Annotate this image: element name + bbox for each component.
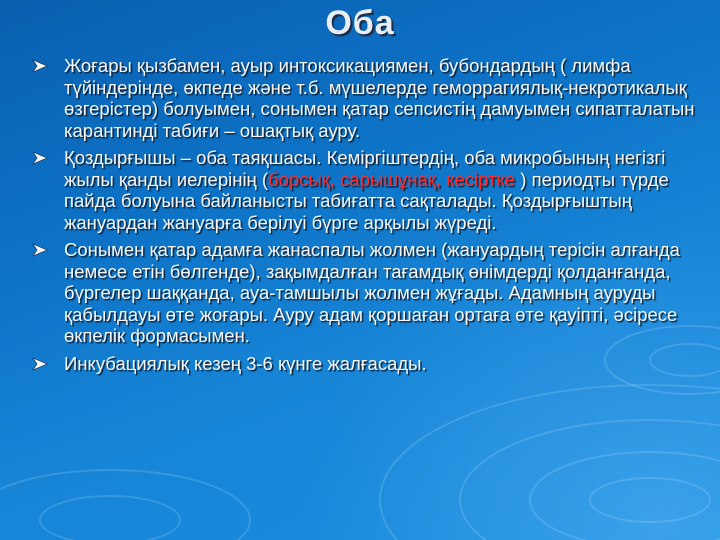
bullet-text: Жоғары қызбамен, ауыр интоксикациямен, бубондардың ( лимфа түйіндерінде, өкпеде және т.б. мүшелерде геморрагиялық-некротикалық өзгерістер) болуымен, сонымен қатар сепсистің дамуымен сипатталатын карантинді табиғи – ошақтық ауру. <box>64 55 695 141</box>
arrowhead-bullet-icon <box>32 357 48 371</box>
arrowhead-bullet-icon <box>32 243 48 257</box>
bullet-item <box>32 55 702 141</box>
bullet-item <box>32 147 702 233</box>
bullet-item <box>32 353 702 375</box>
bullet-item <box>32 239 702 347</box>
bullet-text: Инкубациялық кезең 3-6 күнге жалғасады. <box>64 352 427 374</box>
highlighted-animal-names: борсық, сарышұнақ, кесіртке <box>268 168 516 190</box>
bullet-list <box>32 55 702 380</box>
slide-title: Оба <box>325 4 395 42</box>
arrowhead-bullet-icon <box>32 151 48 165</box>
bullet-text: Сонымен қатар адамға жанаспалы жолмен (жануардың терісін алғанда немесе етін бөлгенде), зақымдалған тағамдық өнімдерді қолданғанда, бүргелер шаққанда, ауа-тамшылы жолмен жұғады. Адамның ауруды қабылдауы өте жоғары. Ауру адам қоршаған ортаға өте қауіпті, әсіресе өкпелік формасымен. <box>64 239 680 346</box>
bullet-text: Қоздырғышы – оба таяқшасы. Кеміргіштердің, оба микробының негізгі жылы қанды иелерінің ( <box>64 147 666 190</box>
bullet-text: ) периодты түрде пайда болуына байланысты табиғатта сақталады. Қоздырғыштың жануардан жануарға берілуі бүрге арқылы жүреді. <box>64 168 669 233</box>
arrowhead-bullet-icon <box>32 59 48 73</box>
